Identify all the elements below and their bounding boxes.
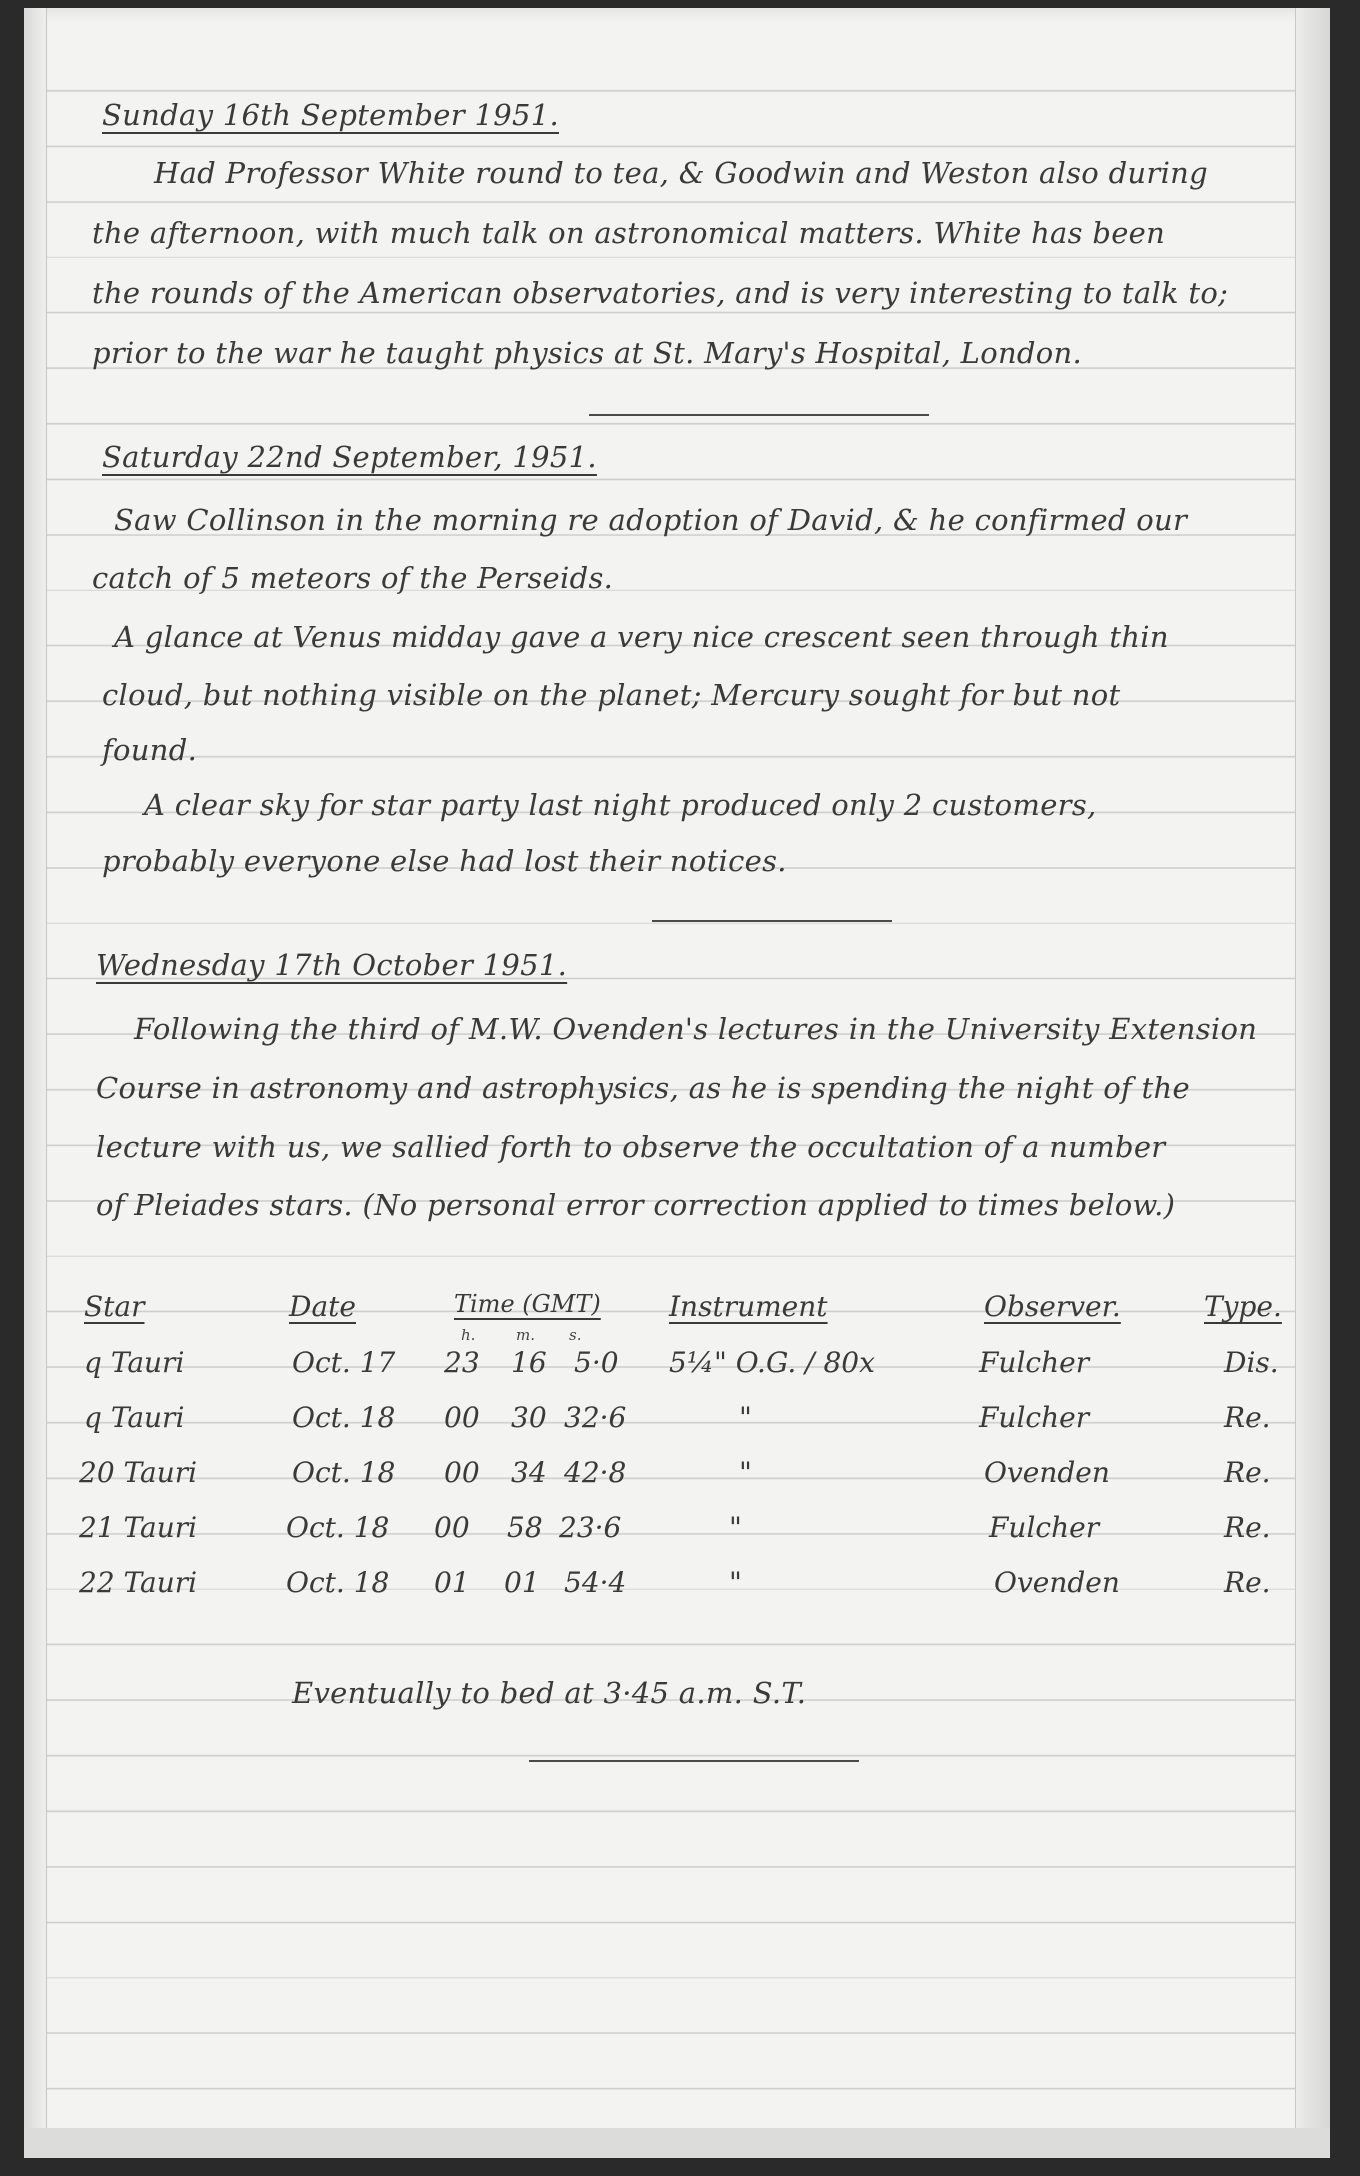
- row-date: Oct. 18: [286, 1511, 390, 1544]
- entry-line: A clear sky for star party last night produced only 2 customers,: [144, 788, 1097, 822]
- row-observer: Fulcher: [989, 1511, 1100, 1544]
- entry-line: probably everyone else had lost their notices.: [102, 844, 787, 878]
- row-instrument: ": [739, 1401, 752, 1434]
- section-divider: [589, 414, 929, 416]
- table-header-time: Time (GMT): [454, 1290, 601, 1318]
- table-header-observer: Observer.: [984, 1290, 1121, 1323]
- entry-line: of Pleiades stars. (No personal error correction applied to times below.): [96, 1188, 1176, 1222]
- section-divider: [529, 1760, 859, 1762]
- unit-seconds: s.: [569, 1326, 582, 1344]
- row-instrument: 5¼" O.G. / 80x: [669, 1346, 875, 1379]
- row-observer: Fulcher: [979, 1401, 1090, 1434]
- page-spine: [24, 8, 47, 2158]
- row-star: q Tauri: [84, 1401, 185, 1434]
- entry-line: catch of 5 meteors of the Perseids.: [92, 561, 614, 595]
- entry-line: A glance at Venus midday gave a very nice crescent seen through thin: [114, 620, 1169, 654]
- closing-line: Eventually to bed at 3·45 a.m. S.T.: [292, 1676, 807, 1710]
- row-type: Re.: [1224, 1456, 1271, 1489]
- entry-line: Had Professor White round to tea, & Goodwin and Weston also during: [154, 156, 1208, 190]
- entry-heading: Saturday 22nd September, 1951.: [102, 440, 597, 474]
- row-hours: 00: [434, 1511, 470, 1544]
- row-type: Re.: [1224, 1401, 1271, 1434]
- row-instrument: ": [729, 1511, 742, 1544]
- row-hours: 00: [444, 1401, 480, 1434]
- section-divider: [652, 920, 892, 922]
- entry-line: cloud, but nothing visible on the planet; Mercury sought for but not: [102, 678, 1121, 712]
- row-hours: 01: [434, 1566, 470, 1599]
- unit-minutes: m.: [516, 1326, 535, 1344]
- entry-heading: Sunday 16th September 1951.: [102, 98, 559, 132]
- page-edge: [1295, 8, 1330, 2158]
- row-seconds: 54·4: [564, 1566, 627, 1599]
- row-seconds: 32·6: [564, 1401, 627, 1434]
- row-date: Oct. 18: [292, 1401, 396, 1434]
- row-star: q Tauri: [84, 1346, 185, 1379]
- row-instrument: ": [739, 1456, 752, 1489]
- row-date: Oct. 18: [292, 1456, 396, 1489]
- entry-line: prior to the war he taught physics at St. Mary's Hospital, London.: [92, 336, 1083, 370]
- row-seconds: 42·8: [564, 1456, 627, 1489]
- table-header-type: Type.: [1204, 1290, 1282, 1323]
- page-bottom-strip: [24, 2128, 1330, 2158]
- entry-line: Following the third of M.W. Ovenden's lectures in the University Extension: [134, 1012, 1258, 1046]
- table-header-star: Star: [84, 1290, 145, 1323]
- row-minutes: 01: [504, 1566, 540, 1599]
- row-date: Oct. 17: [292, 1346, 396, 1379]
- row-observer: Ovenden: [984, 1456, 1110, 1489]
- entry-line: Saw Collinson in the morning re adoption of David, & he confirmed our: [114, 503, 1188, 537]
- table-header-instrument: Instrument: [669, 1290, 828, 1323]
- row-minutes: 58: [507, 1511, 543, 1544]
- entry-line: Course in astronomy and astrophysics, as he is spending the night of the: [96, 1071, 1190, 1105]
- row-star: 20 Tauri: [79, 1456, 198, 1489]
- entry-line: the rounds of the American observatories, and is very interesting to talk to;: [92, 276, 1229, 310]
- row-observer: Fulcher: [979, 1346, 1090, 1379]
- entry-line: the afternoon, with much talk on astronomical matters. White has been: [92, 216, 1166, 250]
- row-instrument: ": [729, 1566, 742, 1599]
- row-hours: 00: [444, 1456, 480, 1489]
- row-minutes: 30: [511, 1401, 547, 1434]
- entry-line: found.: [102, 733, 198, 767]
- unit-hours: h.: [461, 1326, 476, 1344]
- row-seconds: 23·6: [559, 1511, 622, 1544]
- row-minutes: 34: [511, 1456, 547, 1489]
- row-type: Re.: [1224, 1566, 1271, 1599]
- row-seconds: 5·0: [574, 1346, 619, 1379]
- notebook-page: [24, 8, 1330, 2158]
- row-minutes: 16: [511, 1346, 547, 1379]
- row-type: Re.: [1224, 1511, 1271, 1544]
- row-hours: 23: [444, 1346, 480, 1379]
- entry-line: lecture with us, we sallied forth to observe the occultation of a number: [96, 1130, 1166, 1164]
- row-date: Oct. 18: [286, 1566, 390, 1599]
- row-star: 21 Tauri: [79, 1511, 198, 1544]
- table-header-date: Date: [289, 1290, 356, 1323]
- entry-heading: Wednesday 17th October 1951.: [96, 948, 568, 982]
- row-type: Dis.: [1224, 1346, 1279, 1379]
- row-star: 22 Tauri: [79, 1566, 198, 1599]
- row-observer: Ovenden: [994, 1566, 1120, 1599]
